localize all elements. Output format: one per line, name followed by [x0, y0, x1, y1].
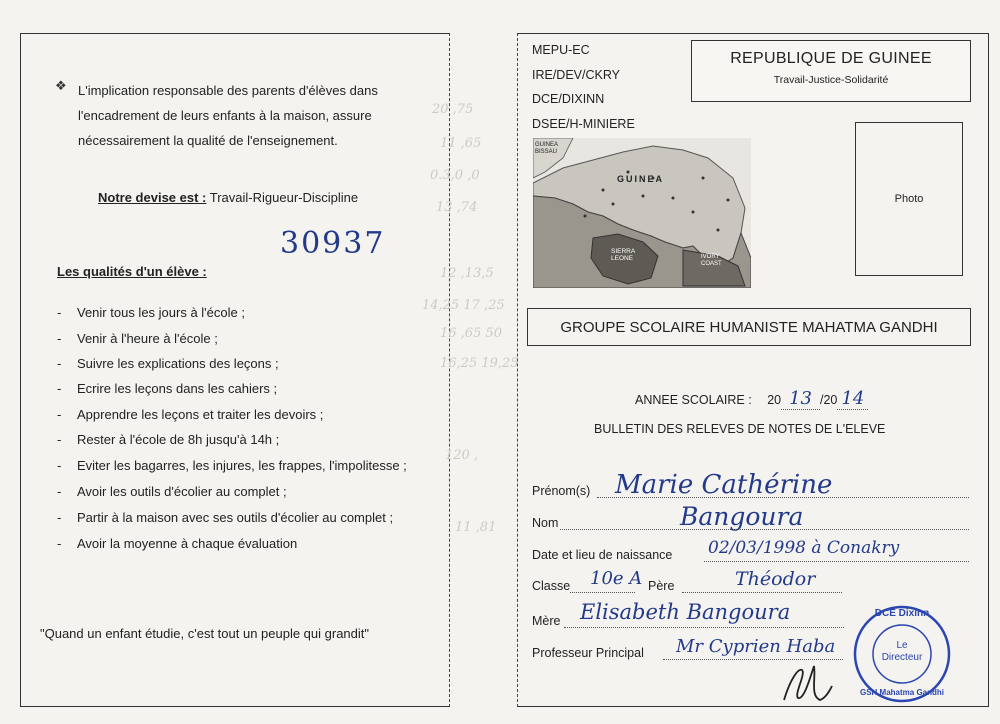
quality-text: Venir à l'heure à l'école ;	[77, 331, 218, 346]
bulletin-title: BULLETIN DES RELEVES DE NOTES DE L'ELEVE	[594, 422, 886, 436]
dash-icon: -	[57, 536, 62, 551]
dash-icon: -	[57, 305, 62, 320]
school-name: GROUPE SCOLAIRE HUMANISTE MAHATMA GANDHI	[560, 318, 938, 336]
dash-icon: -	[57, 458, 62, 473]
motto-value: Travail-Rigueur-Discipline	[209, 190, 359, 205]
quality-text: Apprendre les leçons et traiter les devoirs ;	[77, 407, 324, 422]
map-label-bissau: GUINEA BISSAU	[535, 142, 558, 155]
dash-icon: -	[57, 432, 62, 447]
school-name-box	[527, 308, 971, 346]
map-label-ivory-coast: IVORY COAST	[701, 254, 722, 267]
quality-text: Suivre les explications des leçons ;	[77, 356, 279, 371]
intro-line: l'encadrement de leurs enfants à la maison, assure	[78, 108, 372, 123]
admin-header	[532, 38, 635, 136]
photo-box	[855, 122, 963, 276]
dash-icon: -	[57, 407, 62, 422]
pere-label: Père	[648, 579, 675, 593]
stamp-center-line: Directeur	[881, 652, 923, 663]
stamp-top-text: DCE Dixinn	[874, 608, 930, 619]
naissance-label: Date et lieu de naissance	[532, 548, 673, 562]
prenoms-label: Prénom(s)	[532, 484, 591, 498]
classe-label: Classe	[532, 579, 571, 593]
nom-value: Bangoura	[680, 502, 804, 531]
year-label: ANNEE SCOLAIRE :	[635, 393, 752, 407]
dash-icon: -	[57, 484, 62, 499]
year-start-prefix: 20	[767, 393, 782, 407]
intro-line: nécessairement la qualité de l'enseignement.	[78, 133, 338, 148]
admin-line: IRE/DEV/CKRY	[532, 67, 620, 82]
republic-motto: Travail-Justice-Solidarité	[773, 74, 889, 86]
dash-icon: -	[57, 331, 62, 346]
guinea-map	[533, 138, 751, 288]
year-end-prefix: /20	[820, 393, 838, 407]
mere-label: Mère	[532, 614, 561, 628]
quality-text: Avoir les outils d'écolier au complet ;	[77, 484, 287, 499]
stamp-center-line: Le	[896, 640, 908, 651]
admin-line: DCE/DIXINN	[532, 92, 605, 106]
year-start-value: 13	[781, 388, 820, 410]
quality-text: Venir tous les jours à l'école ;	[77, 305, 245, 320]
stamp-center-text	[874, 640, 930, 664]
qualities-title: Les qualités d'un élève :	[57, 264, 207, 279]
republic-title: REPUBLIQUE DE GUINEE	[730, 50, 932, 67]
quality-text: Rester à l'école de 8h jusqu'à 14h ;	[77, 432, 280, 447]
official-stamp	[852, 604, 952, 704]
bullet-icon: ❖	[55, 78, 67, 93]
admin-line: DSEE/H-MINIERE	[532, 116, 635, 131]
prenoms-value: Marie Cathérine	[615, 470, 833, 500]
year-end-value: 14	[837, 388, 868, 410]
quality-text: Eviter les bagarres, les injures, les frappes, l'impolitesse ;	[77, 458, 407, 473]
dash-icon: -	[57, 510, 62, 525]
quote-text: "Quand un enfant étudie, c'est tout un peuple qui grandit"	[40, 626, 370, 641]
classe-value: 10e A	[590, 568, 643, 589]
quality-text: Avoir la moyenne à chaque évaluation	[77, 536, 298, 551]
mere-value: Elisabeth Bangoura	[580, 600, 791, 624]
quality-text: Ecrire les leçons dans les cahiers ;	[77, 381, 278, 396]
prof-label: Professeur Principal	[532, 646, 644, 660]
map-label-country: GUINEA	[617, 174, 665, 184]
naissance-value: 02/03/1998 à Conakry	[708, 538, 900, 558]
republic-box	[691, 40, 971, 102]
stamp-bottom-text: GSH Mahatma Gandhi	[860, 688, 945, 697]
intro-line: L'implication responsable des parents d'élèves dans	[78, 83, 378, 98]
handwritten-number: 30937	[280, 226, 386, 261]
dash-icon: -	[57, 356, 62, 371]
signature-icon	[776, 660, 836, 706]
photo-label: Photo	[894, 193, 924, 205]
intro-paragraph	[78, 78, 378, 153]
admin-line: MEPU-EC	[532, 43, 590, 57]
motto-line	[98, 190, 358, 205]
quality-text: Partir à la maison avec ses outils d'écolier au complet ;	[77, 510, 394, 525]
pere-value: Théodor	[735, 568, 816, 590]
school-year-line	[635, 388, 868, 409]
nom-label: Nom	[532, 516, 559, 530]
dash-icon: -	[57, 381, 62, 396]
motto-label: Notre devise est :	[98, 190, 207, 205]
map-label-sierra-leone: SIERRA LEONE	[611, 248, 635, 262]
prof-value: Mr Cyprien Haba	[676, 636, 836, 657]
